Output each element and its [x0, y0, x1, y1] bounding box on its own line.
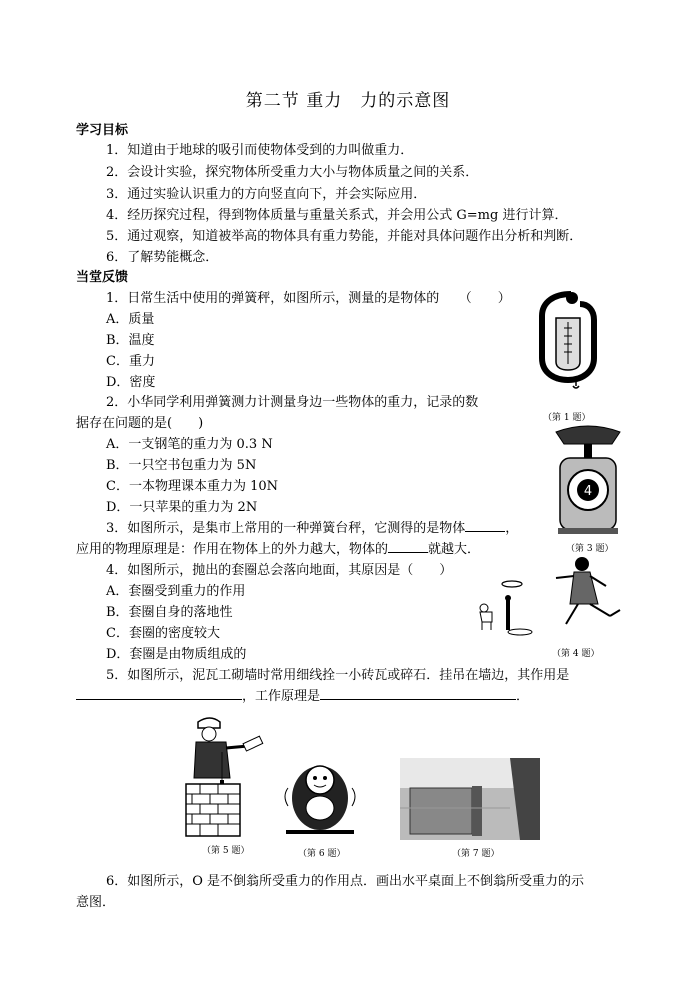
q6-stem: 6．如图所示，O 是不倒翁所受重力的作用点．画出水平桌面上不倒翁所受重力的示: [106, 874, 585, 889]
q3-blank-1[interactable]: [465, 519, 505, 532]
q3-stem-end: 就越大．: [428, 542, 481, 557]
q5-stem-text: ，工作原理是: [242, 689, 321, 704]
feedback-heading: 当堂反馈: [76, 270, 129, 285]
platform-scale-figure: [554, 418, 622, 538]
q4-option: D．套圈是由物质组成的: [106, 647, 247, 662]
q5-blank-1[interactable]: [76, 687, 242, 700]
q5-stem-end: ．: [516, 689, 530, 704]
q1-option: D．密度: [106, 375, 156, 390]
q4-option: A．套圈受到重力的作用: [106, 584, 246, 599]
fig1-caption: （第 1 题）: [543, 413, 591, 423]
q3-stem-text: 3．如图所示，是集市上常用的一种弹簧台秤，它测得的是物体: [106, 521, 466, 536]
ring-toss-figure: [470, 552, 640, 642]
spring-scale-figure: [536, 290, 606, 390]
q4-option: B．套圈自身的落地性: [106, 605, 233, 620]
q4-stem: 4．如图所示，抛出的套圈总会落向地面，其原因是（ ）: [106, 563, 453, 578]
q2-stem: 2．小华同学利用弹簧测力计测量身边一些物体的重力，记录的数: [106, 395, 479, 410]
page-title: 第二节 重力 力的示意图: [245, 91, 451, 111]
q4-option: C．套圈的密度较大: [106, 626, 220, 641]
tumbler-figure: [280, 752, 360, 838]
fig6-caption: （第 6 题）: [298, 849, 346, 859]
q2-stem-cont: 据存在问题的是( ): [76, 416, 204, 431]
q3-stem-comma: ，: [505, 521, 519, 536]
fig7-caption: （第 7 题）: [452, 849, 500, 859]
goal-item: 6．了解势能概念．: [106, 250, 219, 265]
q3-stem: [106, 517, 518, 536]
q1-option: B．温度: [106, 333, 155, 348]
q2-option: B．一只空书包重力为 5N: [106, 458, 257, 473]
q3-blank-2[interactable]: [388, 540, 428, 553]
q5-stem: 5．如图所示，泥瓦工砌墙时常用细线拴一小砖瓦或碎石．挂吊在墙边，其作用是: [106, 668, 570, 683]
q3-stem-cont: [76, 538, 480, 557]
q1-stem: 1．日常生活中使用的弹簧秤，如图所示，测量的是物体的 （ ）: [106, 291, 511, 306]
q1-option: C．重力: [106, 354, 155, 369]
q6-stem-cont: 意图．: [76, 895, 116, 910]
q5-blank-2[interactable]: [320, 687, 516, 700]
fig3-caption: （第 3 题）: [566, 544, 614, 554]
scale-dial-number: 4: [583, 484, 593, 499]
goal-item: 4．经历探究过程，得到物体质量与重量关系式，并会用公式 G=mg 进行计算．: [106, 208, 568, 223]
fig5-caption: （第 5 题）: [202, 846, 250, 856]
fig4-caption: （第 4 题）: [552, 649, 600, 659]
goal-item: 5．通过观察，知道被举高的物体具有重力势能，并能对具体问题作出分析和判断．: [106, 229, 583, 244]
q3-stem-text2: 应用的物理原理是：作用在物体上的外力越大，物体的: [76, 542, 389, 557]
q2-option: D．一只苹果的重力为 2N: [106, 500, 258, 515]
bricklayer-figure: [182, 712, 268, 838]
goals-heading: 学习目标: [76, 123, 129, 138]
q2-option: A．一支钢笔的重力为 0.3 N: [106, 437, 273, 452]
level-figure: [400, 758, 540, 840]
goal-item: 1．知道由于地球的吸引而使物体受到的力叫做重力．: [106, 143, 414, 158]
goal-item: 2．会设计实验，探究物体所受重力大小与物体质量之间的关系．: [106, 165, 479, 180]
q5-stem-cont: [76, 685, 529, 704]
q1-option: A．质量: [106, 312, 155, 327]
q2-option: C．一本物理课本重力为 10N: [106, 479, 278, 494]
goal-item: 3．通过实验认识重力的方向竖直向下，并会实际应用．: [106, 187, 427, 202]
